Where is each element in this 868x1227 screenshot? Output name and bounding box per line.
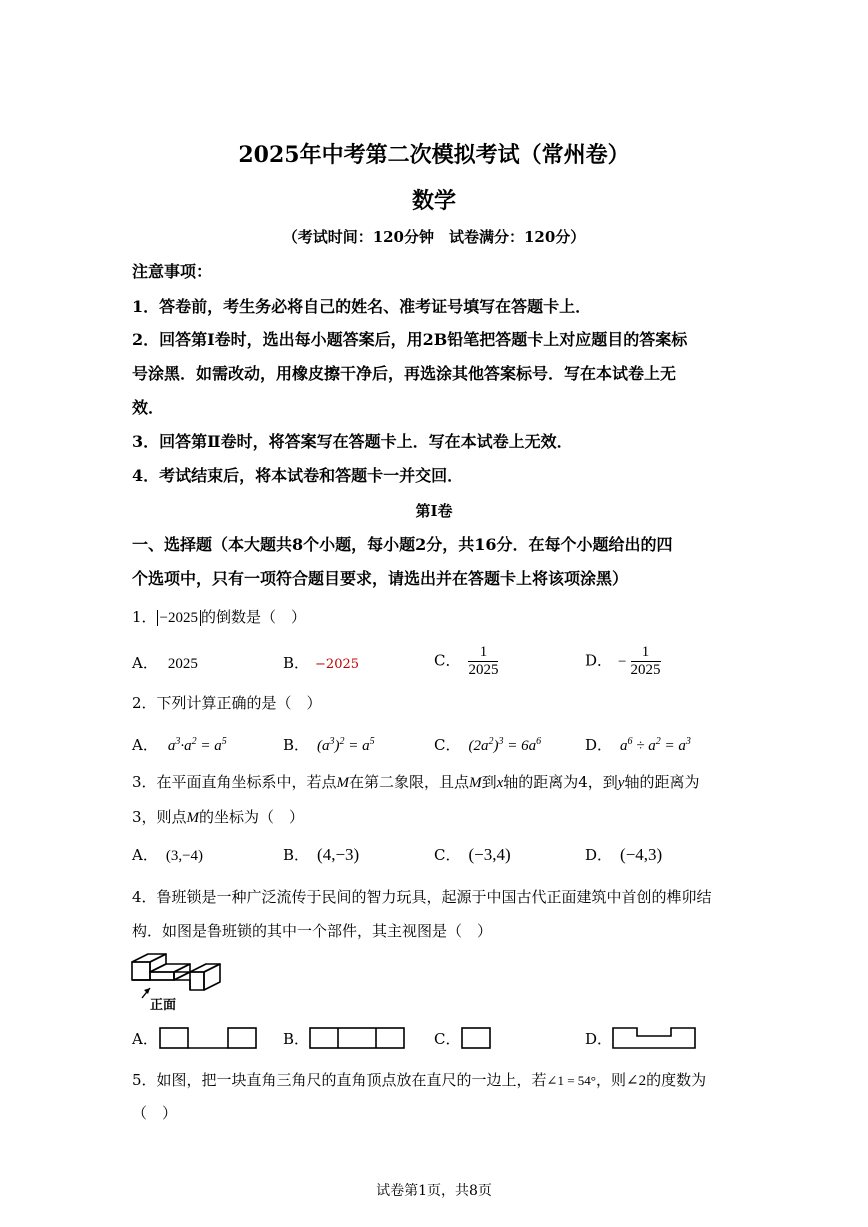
section-heading-line1: 一、选择题（本大题共8个小题，每小题2分，共16分．在每个小题给出的四 <box>132 535 673 554</box>
page-footer: 试卷第1页，共8页 <box>376 1183 492 1199</box>
q2-option-b <box>283 732 375 756</box>
q4-option-a-label: A． <box>132 1030 158 1048</box>
option-label: D． <box>585 736 613 754</box>
option-value: (3,−4) <box>165 848 204 864</box>
q4-option-b-label: B． <box>283 1030 310 1048</box>
option-label: B． <box>283 654 310 672</box>
option-expression: $a^3\cdot a^2 = a^5$ <box>167 736 227 754</box>
option-label: A． <box>132 846 158 864</box>
part1-label: 第Ⅰ卷 <box>415 502 453 520</box>
x-axis-symbol: x <box>496 775 504 791</box>
abs-value-expression: −2025 <box>157 610 201 626</box>
option-value: (4,−3) <box>317 845 360 864</box>
option-label: B． <box>283 736 310 754</box>
question-3-line1: 3．在平面直角坐标系中，若点M在第二象限，且点M到x轴的距离为4，到y轴的距离为 <box>132 773 700 791</box>
option-value: 2025 <box>167 656 198 672</box>
question-4-line1: 4．鲁班锁是一种广泛流传于民间的智力玩具，起源于中国古代正面建筑中首创的榫卯结 <box>132 888 712 906</box>
q4-option-d-shape <box>611 1026 697 1050</box>
option-label: D． <box>585 846 613 864</box>
point-m: M <box>469 775 482 791</box>
notice-item-2-cont: 号涂黑．如需改动，用橡皮擦干净后，再选涂其他答案标号．写在本试卷上无 <box>132 364 677 383</box>
q4-option-c-label: C． <box>434 1030 461 1048</box>
angle-2-symbol: ∠2 <box>626 1073 647 1089</box>
option-expression: $(2a^2)^3 = 6a^6$ <box>468 736 542 754</box>
fraction: $\frac{1}{2025}$ <box>630 644 661 678</box>
notice-heading: 注意事项： <box>132 262 213 281</box>
q3-option-d <box>585 845 662 865</box>
front-view-label: 正面 <box>150 998 177 1013</box>
section-heading-line2: 个选项中，只有一项符合题目要求，请选出并在答题卡上将该项涂黑） <box>132 569 629 588</box>
question-5-line2: （ ） <box>132 1104 178 1122</box>
q1-option-d <box>585 644 661 679</box>
q4-option-d-label: D． <box>585 1030 613 1048</box>
notice-item-2-end: 效． <box>132 398 165 417</box>
q1-option-b <box>283 653 359 675</box>
question-3-line2: 3，则点M的坐标为（ ） <box>132 808 305 826</box>
q3-option-c <box>434 845 511 865</box>
option-value: (−3,4) <box>468 845 511 864</box>
option-label: A． <box>132 736 158 754</box>
q3-option-a <box>132 845 203 866</box>
option-expression: $(a^3)^2 = a^5$ <box>317 736 375 754</box>
question-1-stem <box>132 607 747 628</box>
option-label: B． <box>283 846 310 864</box>
option-expression: $a^6 \div a^2 = a^3$ <box>620 736 691 754</box>
question-2-stem: 2．下列计算正确的是（ ） <box>132 694 322 712</box>
q1-option-c <box>434 644 498 679</box>
question-5-line1: 5．如图，把一块直角三角尺的直角顶点放在直尺的一边上，若∠1 = 54°，则∠2的度数为 <box>132 1071 707 1089</box>
q2-option-a <box>132 732 227 756</box>
q4-option-a-shape <box>158 1026 258 1050</box>
notice-item-1: 1．答卷前，考生务必将自己的姓名、准考证号填写在答题卡上． <box>132 297 592 316</box>
q2-option-d <box>585 732 691 756</box>
question-1-number: 1． <box>132 608 157 626</box>
point-m: M <box>336 775 350 791</box>
option-value: (−4,3) <box>620 845 663 864</box>
option-label: D． <box>585 651 613 670</box>
exam-title: 2025年中考第二次模拟考试（常州卷） <box>238 142 630 168</box>
notice-item-3: 3．回答第Ⅱ卷时，将答案写在答题卡上．写在本试卷上无效． <box>132 432 573 451</box>
q4-option-c-shape <box>460 1026 492 1050</box>
option-label: C． <box>434 651 461 670</box>
subject-title: 数学 <box>411 188 456 214</box>
question-4-line2: 构．如图是鲁班锁的其中一个部件，其主视图是（ ） <box>132 922 493 940</box>
notice-item-4: 4．考试结束后，将本试卷和答题卡一并交回． <box>132 466 464 485</box>
q2-option-c <box>434 732 541 756</box>
q1-option-a <box>132 653 198 674</box>
option-label: C． <box>434 846 461 864</box>
fraction: $\frac{1}{2025}$ <box>468 644 499 678</box>
y-axis-symbol: y <box>617 775 625 791</box>
luban-lock-figure <box>128 950 228 1012</box>
point-m: M <box>186 810 200 826</box>
option-label: C． <box>434 736 461 754</box>
exam-info: （考试时间：120分钟 试卷满分：120分） <box>282 228 586 246</box>
option-label: A． <box>132 654 158 672</box>
notice-item-2: 2．回答第Ⅰ卷时，选出每小题答案后，用2B铅笔把答题卡上对应题目的答案标 <box>132 330 688 349</box>
q3-option-b <box>283 845 359 865</box>
question-1-text: 的倒数是（ ） <box>201 608 307 626</box>
q4-option-b-shape <box>308 1026 406 1050</box>
arrow-head-icon <box>144 988 150 994</box>
option-value: −2025 <box>315 657 360 672</box>
angle-1-value: ∠1 = 54° <box>546 1073 596 1088</box>
minus-sign: − <box>618 653 627 670</box>
